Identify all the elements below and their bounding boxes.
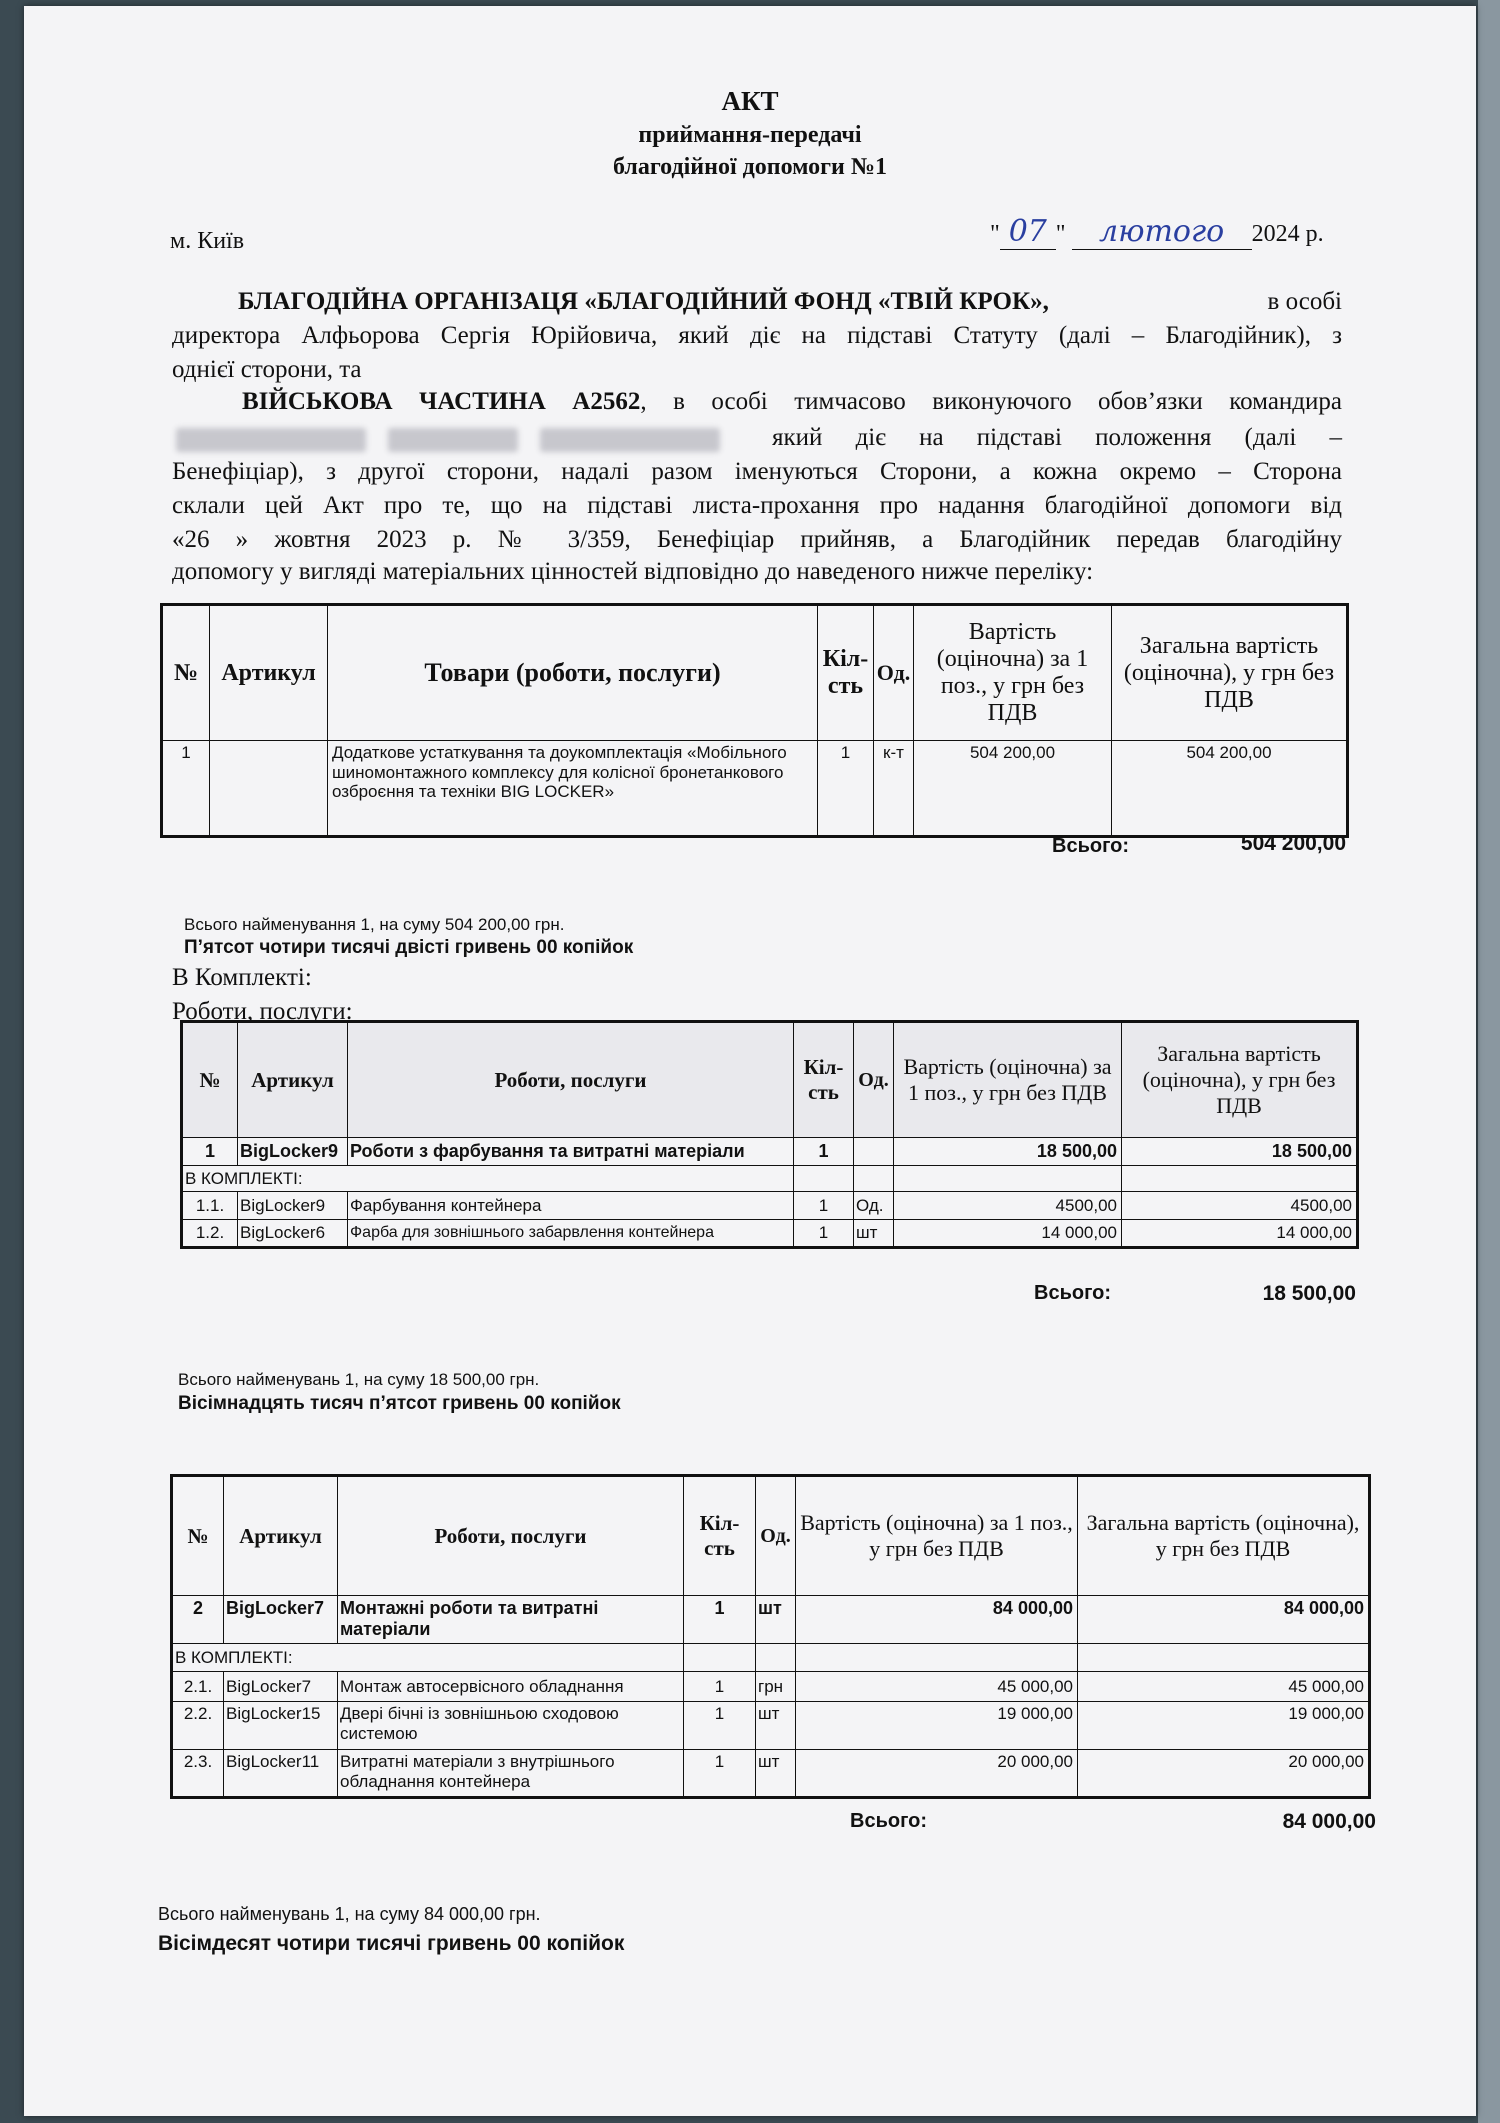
col-header-price: Вартість (оціночна) за 1 поз., у грн без ПДВ: [914, 605, 1112, 741]
works-label: Роботи, послуги:: [172, 998, 353, 1025]
table-row: 1.2. BigLocker6 Фарба для зовнішнього забарвлення контейнера 1 шт 14 000,00 14 000,00: [182, 1220, 1358, 1248]
col-header-total: Загальна вартість (оціночна), у грн без ПДВ: [1122, 1022, 1358, 1138]
col-header-number: №: [162, 605, 210, 741]
table2-total-value: 18 500,00: [1262, 1282, 1356, 1305]
col-header-works: Роботи, послуги: [348, 1022, 794, 1138]
col-header-total: Загальна вартість (оціночна), у грн без ПДВ: [1078, 1476, 1370, 1596]
col-header-price: Вартість (оціночна) за 1 поз., у грн без ПДВ: [894, 1022, 1122, 1138]
redacted-name: [176, 428, 366, 452]
table3-sum-line: Всього найменувань 1, на суму 84 000,00 грн.: [158, 1904, 541, 1924]
col-header-number: №: [182, 1022, 238, 1138]
goods-table: [160, 603, 1349, 838]
table3-sum-words: Вісімдесят чотири тисячі гривень 00 копійок: [158, 1932, 625, 1955]
works-table-1: [180, 1020, 1359, 1249]
table-row: 2.3. BigLocker11 Витратні матеріали з внутрішнього обладнання контейнера 1 шт 20 000,00 20 000,00: [172, 1750, 1370, 1798]
city: м. Київ: [170, 228, 245, 254]
table3-total-label: Всього:: [850, 1810, 928, 1832]
row-total: 504 200,00: [1112, 741, 1348, 837]
table-row: 1 BigLocker9 Роботи з фарбування та витратні матеріали 1 18 500,00 18 500,00: [182, 1138, 1358, 1166]
date-month: лютого: [1072, 214, 1252, 250]
intro-line-2: директора Алфьорова Сергія Юрійовича, який діє на підставі Статуту (далі – Благодійник), з: [172, 322, 1342, 349]
doc-title: АКТ: [721, 86, 779, 116]
redacted-name: [540, 428, 720, 452]
date-day: 07: [1000, 214, 1056, 250]
table1-sum-words: П’ятсот чотири тисячі двісті гривень 00 копійок: [184, 937, 634, 958]
table-row: В КОМПЛЕКТІ:: [172, 1644, 1370, 1672]
col-header-goods: Товари (роботи, послуги): [328, 605, 818, 741]
col-header-unit: Од.: [854, 1022, 894, 1138]
works-table-2: [170, 1474, 1371, 1799]
col-header-article: Артикул: [224, 1476, 338, 1596]
table-row: 2.2. BigLocker15 Двері бічні із зовнішньою сходовою системою 1 шт 19 000,00 19 000,00: [172, 1702, 1370, 1750]
col-header-number: №: [172, 1476, 224, 1596]
table-row: В КОМПЛЕКТІ:: [182, 1166, 1358, 1192]
intro-line-7: склали цей Акт про те, що на підставі листа-прохання про надання благодійної допомоги від: [172, 492, 1342, 519]
row-unit: к-т: [874, 741, 914, 837]
adjacent-page-edge: [1478, 0, 1500, 2123]
intro-line-4: ВІЙСЬКОВА ЧАСТИНА А2562, в особі тимчасово виконуючого обов’язки командира: [242, 388, 1342, 415]
row-number: 1: [162, 741, 210, 837]
intro-line-8: «26 » жовтня 2023 р. № 3/359, Бенефіціар прийняв, а Благодійник передав благодійну: [172, 526, 1342, 553]
date: " 07 " лютого 2024 р.: [990, 214, 1324, 249]
table-row: 2.1. BigLocker7 Монтаж автосервісного обладнання 1 грн 45 000,00 45 000,00: [172, 1672, 1370, 1702]
table-row: 2 BigLocker7 Монтажні роботи та витратні матеріали 1 шт 84 000,00 84 000,00: [172, 1596, 1370, 1644]
col-header-total: Загальна вартість (оціночна), у грн без ПДВ: [1112, 605, 1348, 741]
table1-sum-line: Всього найменування 1, на суму 504 200,00 грн.: [184, 915, 565, 934]
doc-subtitle-2: благодійної допомоги №1: [613, 154, 887, 180]
col-header-works: Роботи, послуги: [338, 1476, 684, 1596]
table-row: 1.1. BigLocker9 Фарбування контейнера 1 Од. 4500,00 4500,00: [182, 1192, 1358, 1220]
col-header-unit: Од.: [874, 605, 914, 741]
row-article: [210, 741, 328, 837]
date-year: 2024 р.: [1251, 221, 1324, 247]
intro-line-1: БЛАГОДІЙНА ОРГАНІЗАЦЯ «БЛАГОДІЙНИЙ ФОНД «ТВІЙ КРОК», в особі: [238, 288, 1342, 315]
row-price: 504 200,00: [914, 741, 1112, 837]
col-header-article: Артикул: [210, 605, 328, 741]
row-name: Додаткове устаткування та доукомплектація «Мобільного шиномонтажного комплексу для колісної бронетанкового озброєння та техніки BIG LOCKER»: [328, 741, 818, 837]
table1-total-value: 504 200,00: [1240, 832, 1346, 855]
table3-total-value: 84 000,00: [1282, 1810, 1376, 1833]
table2-sum-line: Всього найменувань 1, на суму 18 500,00 грн.: [178, 1370, 540, 1389]
table2-sum-words: Вісімнадцять тисяч п’ятсот гривень 00 копійок: [178, 1393, 621, 1414]
table1-total-label: Всього:: [1052, 835, 1130, 857]
col-header-article: Артикул: [238, 1022, 348, 1138]
col-header-unit: Од.: [756, 1476, 796, 1596]
col-header-qty: Кіл-сть: [818, 605, 874, 741]
table-row: [162, 741, 1348, 837]
intro-line-5: який діє на підставі положення (далі –: [176, 424, 1342, 454]
col-header-qty: Кіл-сть: [684, 1476, 756, 1596]
intro-line-6: Бенефіціар), з другої сторони, надалі разом іменуються Сторони, а кожна окремо – Сторона: [172, 458, 1342, 485]
table2-total-label: Всього:: [1034, 1282, 1112, 1304]
col-header-qty: Кіл-сть: [794, 1022, 854, 1138]
redacted-name: [388, 428, 518, 452]
doc-subtitle-1: приймання-передачі: [638, 122, 862, 148]
row-qty: 1: [818, 741, 874, 837]
in-set-label: В Комплекті:: [172, 964, 312, 991]
intro-line-3: однієї сторони, та: [172, 356, 362, 383]
intro-line-9: допомогу у вигляді матеріальних цінностей відповідно до наведеного нижче переліку:: [172, 558, 1094, 585]
col-header-price: Вартість (оціночна) за 1 поз., у грн без ПДВ: [796, 1476, 1078, 1596]
